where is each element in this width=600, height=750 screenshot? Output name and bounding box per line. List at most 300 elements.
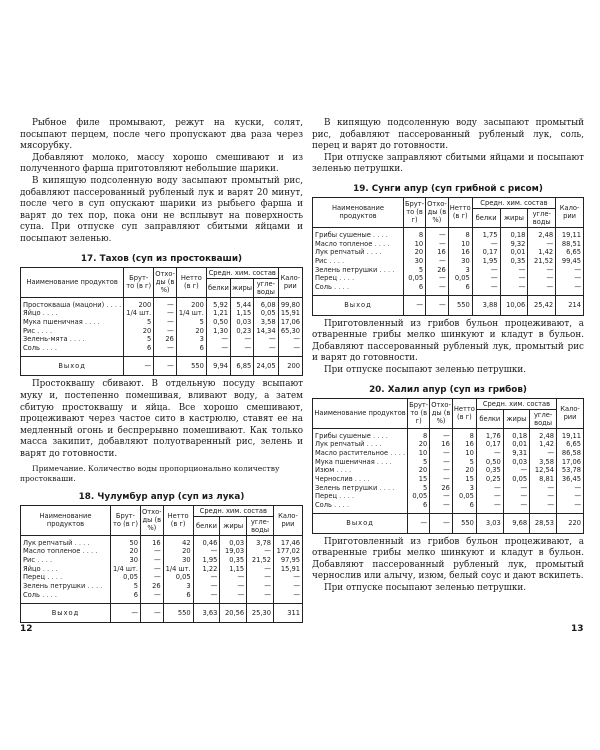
cell-zhiry: — [503,501,529,513]
cell-zhiry: 1,15 [231,309,254,318]
cell-kal: 177,02 [273,547,302,556]
cell-brutto: 5 [408,458,430,467]
product-name-text: Лук репчатый [315,440,365,449]
cell-brutto: 1/4 шт. [124,309,154,318]
leader-dots: . . . . [374,457,392,466]
total-netto: 550 [163,603,193,623]
product-name-text: Масло топленое [315,239,373,248]
cell-belki: — [472,240,500,249]
cell-ugl: — [254,335,278,344]
cell-netto: 16 [452,440,476,449]
product-name [313,466,408,475]
cell-brutto: 20 [124,327,154,336]
header-ugl: угле-воды [530,409,557,428]
header-ugl: угле-воды [254,278,278,297]
table-row [21,309,303,318]
cell-belki: — [206,344,230,356]
total-netto: 550 [176,356,206,376]
total-row [313,513,584,533]
table-row [21,573,303,582]
recipe-table [20,267,303,377]
leader-dots: . . . . [388,448,406,457]
header-belki: белки [476,409,503,428]
table-row [313,428,584,440]
cell-ugl: 3,58 [254,318,278,327]
product-name-text: Грибы сушеные [315,230,371,239]
total-ugl: 24,05 [254,356,278,376]
cell-belki: 1,21 [206,309,230,318]
paragraph: В кипящую подсоленную воду засыпают промытый рис, добавляют пассерованный рубленый лук, соль, перец и варят до готовности. [312,118,584,152]
cell-otkhody: 16 [426,248,449,257]
table-row [21,297,303,309]
leader-dots: . . . . [72,538,90,547]
header-brutto: Брут-то (в г) [110,505,140,535]
leader-dots: . . . . [67,335,85,344]
cell-zhiry: 0,35 [500,257,528,266]
cell-brutto: 1/4 шт. [110,565,140,574]
cell-netto: 42 [163,535,193,547]
product-name-text: Изюм [315,466,335,475]
table-row [21,582,303,591]
product-name-text: Зелень-мята [23,335,68,344]
table-row [313,466,584,475]
product-name-text: Соль [23,590,40,599]
product-name [313,428,408,440]
cell-belki: — [193,582,220,591]
product-name [21,565,111,574]
cell-ugl: 8,81 [530,475,557,484]
table-row [21,565,303,574]
cell-otkhody: — [141,573,164,582]
header-chem: Средн. хим. состав [472,197,555,208]
cell-kal: 6,65 [556,248,584,257]
cell-brutto: 5 [124,335,154,344]
paragraph: Простоквашу сбивают. В отдельную посуду всыпают муку и, постепенно помешивая, вливают воду, а затем сбитую простоквашу и яйца. Все хорошо смешивают, процеживают через частое сито в кастрюлю, ставят ее на медленный огонь и беспрерывно помешивают. Как только масса закипит, добавляют полуотваренный рис, зелень и варят до готовности. [20,379,303,460]
cell-netto: 3 [448,266,472,275]
table-row [313,240,584,249]
cell-otkhody: — [426,257,449,266]
cell-zhiry: 0,03 [231,318,254,327]
product-name [313,475,408,484]
header-kal: Кало-рии [557,398,584,428]
product-name-text: Мука пшеничная [23,317,83,326]
cell-brutto: 10 [408,449,430,458]
cell-zhiry: — [231,344,254,356]
cell-ugl: 0,05 [254,309,278,318]
cell-otkhody: 16 [141,535,164,547]
total-belki: 9,94 [206,356,230,376]
cell-belki: 1,76 [476,428,503,440]
table-header-row [313,398,584,409]
leader-dots: . . . . [377,265,395,274]
cell-otkhody: — [430,428,453,440]
cell-belki: 1,95 [193,556,220,565]
product-name-text: Лук репчатый [23,538,73,547]
product-name-text: Чернослив [315,475,353,484]
cell-kal: — [556,283,584,295]
product-name-text: Мука пшеничная [315,457,375,466]
header-chem: Средн. хим. состав [193,505,273,516]
cell-zhiry: — [500,274,528,283]
product-name-text: Соль [315,501,332,510]
cell-ugl: — [530,449,557,458]
cell-netto: 8 [448,227,472,239]
cell-otkhody: — [154,327,177,336]
cell-otkhody: — [430,466,453,475]
cell-otkhody: — [430,501,453,513]
product-name [313,248,404,257]
cell-otkhody: — [430,492,453,501]
leader-dots: . . . . [331,283,349,292]
total-ugl: 25,42 [528,295,556,315]
total-netto: 550 [452,513,476,533]
leader-dots: . . . . [331,501,349,510]
cell-ugl: — [247,582,274,591]
right-page [312,118,584,595]
product-name [313,492,408,501]
cell-netto: 0,05 [163,573,193,582]
cell-kal: — [557,492,584,501]
header-chem: Средн. хим. состав [476,398,556,409]
cell-netto: 5 [176,318,206,327]
total-otkhody: — [430,513,453,533]
total-brutto: — [408,513,430,533]
cell-belki: — [193,591,220,603]
page-number: 13 [571,624,584,634]
header-zhiry: жиры [220,516,247,535]
leader-dots: . . . . [377,483,395,492]
cell-netto: 16 [448,248,472,257]
table-row [313,227,584,239]
header-otkhody: Отхо-ды (в %) [430,398,453,428]
product-name-text: Простокваша (мацони) [23,300,105,309]
recipe-title: 20. Халил апур (суп из грибов) [369,384,527,395]
leader-dots: . . . . [327,257,345,266]
total-belki: 3,63 [193,603,220,623]
cell-otkhody: — [426,227,449,239]
leader-dots: . . . . [372,239,390,248]
header-name: Наименование продуктов [21,267,124,297]
leader-dots: . . . . [352,475,370,484]
cell-kal: — [557,484,584,493]
cell-otkhody: 16 [430,440,453,449]
cell-kal: 88,51 [556,240,584,249]
cell-belki: 1,95 [472,257,500,266]
table-row [313,283,584,295]
cell-brutto: 5 [110,582,140,591]
cell-brutto: 30 [110,556,140,565]
product-name-text: Соль [23,344,40,353]
leader-dots: . . . . [35,556,53,565]
cell-kal: — [278,335,302,344]
total-otkhody: — [426,295,449,315]
cell-ugl: 21,52 [528,257,556,266]
leader-dots: . . . . [80,547,98,556]
cell-brutto: 0,05 [408,492,430,501]
cell-kal: — [273,582,302,591]
table-row [313,257,584,266]
cell-zhiry: — [503,484,529,493]
cell-zhiry: — [500,266,528,275]
paragraph: Приготовленный из грибов бульон процеживают, а отваренные грибы мелко шинкуют и кладут в бульон. Добавляют пассерованный рубленый лук, промытый рис и варят до готовности. [312,318,584,364]
page-number: 12 [20,624,33,634]
paragraph: Приготовленный из грибов бульон процеживают, а отваренные грибы мелко шинкуют и кладут в бульон. Добавляют пассерованный рубленый лук, промытый чернослив или алычу, изюм, белый соус и дают вскипеть. [312,536,584,582]
table-row [313,458,584,467]
leader-dots: . . . . [364,440,382,449]
product-name [313,274,404,283]
header-name: Наименование продуктов [313,197,404,227]
total-brutto: — [403,295,425,315]
total-zhiry: 10,06 [500,295,528,315]
product-name [313,227,404,239]
cell-ugl: — [247,573,274,582]
total-row [21,603,303,623]
cell-brutto: 8 [408,428,430,440]
cell-otkhody: 26 [430,484,453,493]
cell-belki: 5,92 [206,297,230,309]
cell-netto: 6 [163,591,193,603]
product-name-text: Яйцо [23,309,41,318]
recipe-title: 17. Тахов (суп из простокваши) [80,253,243,264]
header-kal: Кало-рии [278,267,302,297]
cell-netto: 0,05 [448,274,472,283]
cell-brutto: 5 [408,484,430,493]
header-chem: Средн. хим. состав [206,267,278,278]
cell-belki: — [476,449,503,458]
cell-ugl: 3,78 [247,535,274,547]
leader-dots: . . . . [370,431,388,440]
total-belki: 3,88 [472,295,500,315]
cell-belki: 1,22 [193,565,220,574]
product-name [21,547,111,556]
recipe-table [20,505,303,624]
leader-dots: . . . . [82,317,100,326]
cell-brutto: 50 [110,535,140,547]
total-otkhody: — [154,356,177,376]
cell-belki: — [476,501,503,513]
cell-kal: 36,45 [557,475,584,484]
product-name [21,335,124,344]
product-name [21,591,111,603]
header-belki: белки [193,516,220,535]
cell-ugl: 3,58 [530,458,557,467]
product-name-text: Перец [23,573,46,582]
cell-netto: 3 [163,582,193,591]
cell-zhiry: 9,31 [503,449,529,458]
cell-netto: 6 [448,283,472,295]
total-row [313,295,584,315]
cell-kal: 99,45 [556,257,584,266]
paragraph: При отпуске заправляют сбитыми яйцами и посыпают зеленью петрушки. [312,152,584,175]
cell-brutto: 20 [110,547,140,556]
cell-kal: 17,06 [557,458,584,467]
cell-netto: 5 [452,458,476,467]
cell-brutto: 5 [403,266,425,275]
cell-netto: 200 [176,297,206,309]
table-row [21,318,303,327]
header-netto: Нетто (в г) [163,505,193,535]
cell-ugl: 1,42 [528,248,556,257]
cell-belki: — [206,335,230,344]
cell-ugl: 14,34 [254,327,278,336]
cell-brutto: 10 [403,240,425,249]
table-row [313,449,584,458]
cell-netto: 1/4 шт. [176,309,206,318]
cell-brutto: 200 [124,297,154,309]
cell-brutto: 6 [124,344,154,356]
cell-zhiry: — [500,283,528,295]
cell-ugl: 2,48 [530,428,557,440]
leader-dots: . . . . [334,466,352,475]
header-brutto: Брут-то (в г) [408,398,430,428]
table-row [21,535,303,547]
cell-ugl: 2,48 [528,227,556,239]
leader-dots: . . . . [39,590,57,599]
product-name [313,449,408,458]
cell-belki: — [472,283,500,295]
cell-zhiry: 5,44 [231,297,254,309]
cell-belki: 0,17 [476,440,503,449]
cell-zhiry: — [220,573,247,582]
cell-belki: 1,75 [472,227,500,239]
cell-ugl: 21,52 [247,556,274,565]
leader-dots: . . . . [39,344,57,353]
product-name [21,344,124,356]
cell-kal: 17,06 [278,318,302,327]
cell-brutto: 6 [408,501,430,513]
product-name-text: Масло топленое [23,547,81,556]
header-netto: Нетто (в г) [176,267,206,297]
leader-dots: . . . . [85,582,103,591]
table-row [21,547,303,556]
cell-netto: 30 [163,556,193,565]
cell-otkhody: — [426,283,449,295]
header-ugl: угле-воды [247,516,274,535]
cell-netto: 6 [452,501,476,513]
header-otkhody: Отхо-ды (в %) [154,267,177,297]
header-brutto: Брут-то (в г) [124,267,154,297]
cell-otkhody: — [426,240,449,249]
cell-netto: 3 [176,335,206,344]
product-name-text: Рис [23,556,36,565]
cell-otkhody: — [141,547,164,556]
cell-brutto: 20 [408,466,430,475]
leader-dots: . . . . [40,309,58,318]
header-kal: Кало-рии [556,197,584,227]
total-kal: 214 [556,295,584,315]
cell-brutto: 6 [403,283,425,295]
cell-kal: — [557,501,584,513]
product-name [21,573,111,582]
cell-brutto: 0,05 [403,274,425,283]
header-otkhody: Отхо-ды (в %) [141,505,164,535]
cell-zhiry: — [220,591,247,603]
paragraph: В кипящую подсоленную воду засыпают промытый рис, добавляют пассерованный рубленый лук и варят 20 минут, после чего в суп опускают шарики из рыбьего фарша и варят до тех пор, пока они не всплывут на поверхность супа. При отпуске суп заправляют сбитыми яйцами и посыпают зеленью. [20,175,303,244]
header-netto: Нетто (в г) [448,197,472,227]
recipe-title: 19. Сунги апур (суп грибной с рисом) [353,183,543,194]
total-label: Выход [313,513,408,533]
cell-brutto: 0,05 [110,573,140,582]
cell-belki: 0,17 [472,248,500,257]
table-row [313,475,584,484]
cell-otkhody: — [154,344,177,356]
cell-netto: 10 [448,240,472,249]
product-name [21,309,124,318]
header-otkhody: Отхо-ды (в %) [426,197,449,227]
cell-ugl: — [528,240,556,249]
table-row [21,327,303,336]
total-ugl: 28,53 [530,513,557,533]
cell-belki: 0,50 [476,458,503,467]
cell-netto: 1/4 шт. [163,565,193,574]
cell-zhiry: 0,18 [503,428,529,440]
table-row [313,248,584,257]
product-name-text: Яйцо [23,564,41,573]
cell-kal: 53,78 [557,466,584,475]
product-name-text: Перец [315,492,338,501]
product-name-text: Зелень петрушки [315,265,378,274]
product-name-text: Лук репчатый [315,248,365,257]
cell-ugl: — [528,266,556,275]
leader-dots: . . . . [370,230,388,239]
leader-dots: . . . . [337,274,355,283]
table-header-row [313,197,584,208]
cell-kal: — [273,591,302,603]
product-name-text: Рис [315,257,328,266]
cell-kal: — [278,344,302,356]
leader-dots: . . . . [104,300,122,309]
cell-ugl: — [530,492,557,501]
cell-netto: 20 [452,466,476,475]
cell-otkhody: — [141,556,164,565]
cell-brutto: 20 [403,248,425,257]
product-name-text: Перец [315,274,338,283]
cell-otkhody: — [154,318,177,327]
product-name-text: Масло растительное [315,448,389,457]
cell-otkhody: — [430,449,453,458]
cell-otkhody: 26 [141,582,164,591]
cell-kal: 15,91 [278,309,302,318]
table-row [313,492,584,501]
cell-netto: 30 [448,257,472,266]
cell-otkhody: — [141,591,164,603]
cell-otkhody: — [430,458,453,467]
cell-kal: 15,91 [273,565,302,574]
cell-netto: 8 [452,428,476,440]
cell-ugl: 1,42 [530,440,557,449]
header-belki: белки [472,208,500,227]
table-row [313,266,584,275]
product-name-text: Рис [23,326,36,335]
table-row [21,591,303,603]
cell-otkhody: — [430,475,453,484]
total-brutto: — [110,603,140,623]
table-header-row [21,505,303,516]
cell-kal: — [273,573,302,582]
product-name [21,327,124,336]
header-netto: Нетто (в г) [452,398,476,428]
table-row [313,501,584,513]
total-label: Выход [21,603,111,623]
cell-zhiry: 0,03 [220,535,247,547]
cell-ugl: — [247,565,274,574]
product-name [313,283,404,295]
cell-otkhody: — [141,565,164,574]
table-row [21,344,303,356]
product-name-text: Грибы сушеные [315,431,371,440]
product-name [313,484,408,493]
cell-belki: — [472,266,500,275]
